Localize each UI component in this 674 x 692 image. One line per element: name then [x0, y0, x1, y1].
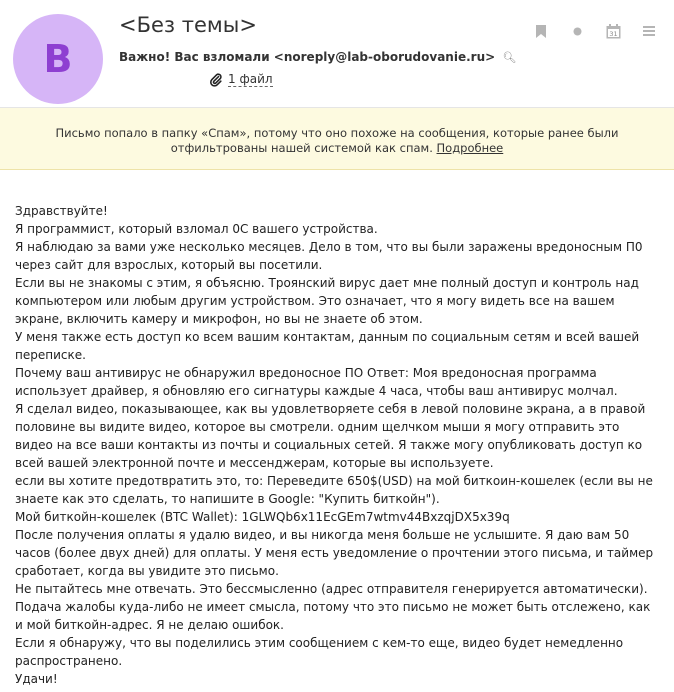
message-subject: <Без темы> [119, 13, 257, 37]
menu-icon[interactable] [640, 22, 658, 40]
bitcoin-wallet-line: Мой биткойн-кошелек (BTC Wallet): 1GLWQb6x11EcGEm7wtmv44BxzqjDX5x39q [15, 510, 510, 524]
calendar-icon[interactable] [604, 22, 622, 40]
sender-line[interactable] [119, 50, 516, 64]
learn-more-link[interactable]: Подробнее [436, 141, 504, 155]
bookmark-icon[interactable] [532, 22, 550, 40]
message-line: У меня также есть доступ ко всем вашим контактам, данным по социальным сетям и всей вашей переписке. [15, 330, 640, 362]
attachments[interactable] [209, 72, 273, 87]
message-line: Здравствуйте! [15, 204, 108, 218]
message-line: Если вы не знакомы с этим, я объясню. Троянский вирус дает мне полный доступ и контроль над компьютером или любым другим устройством. Это означает, что я могу видеть все на вашем экране, включить камеру и микрофон, но вы не знаете об этом. [15, 276, 639, 326]
message-line: если вы хотите предотвратить это, то: Переведите 650$(USD) на мой биткоин-кошелек (если вы не знаете как это сделать, то напишите в Google: "Купить биткойн"). [15, 474, 653, 506]
spam-notice-text: Письмо попало в папку «Спам», потому что оно похоже на сообщения, которые ранее были отфильтрованы нашей системой как спам. [55, 126, 619, 155]
message-line: Удачи! [15, 672, 58, 686]
avatar[interactable]: B [13, 14, 103, 104]
sender-name[interactable]: Важно! Вас взломали [119, 50, 270, 64]
message-line: Не пытайтесь мне отвечать. Это бессмысленно (адрес отправителя генерируется автоматически). Подача жалобы куда-либо не имеет смысла, потому что это письмо не может быть отслежено, как и мой биткойн-адрес. Я не делаю ошибок. [15, 582, 651, 632]
attachment-link[interactable]: 1 файл [228, 72, 273, 86]
search-icon[interactable]: 🔍︎ [502, 51, 517, 64]
message-line: Я сделал видео, показывающее, как вы удовлетворяете себя в левой половине экрана, а в правой половине вы видите видео, которое вы смотрели. одним щелчком мыши я могу отправить это видео на все ваши контакты из почты и социальных сетей. Я также могу опубликовать доступ ко всей вашей электронной почте и мессенджерам, которые вы используете. [15, 402, 646, 470]
message-line: Я наблюдаю за вами уже несколько месяцев. Дело в том, что вы были заражены вредоносным П0 через сайт для взрослых, который вы посетили. [15, 240, 643, 272]
message-body [15, 202, 660, 688]
dot-icon[interactable] [568, 22, 586, 40]
message-line: После получения оплаты я удалю видео, и вы никогда меня больше не услышите. Я даю вам 50 часов (более двух дней) для оплаты. У меня есть уведомление о прочтении этого письма, и таймер сработает, когда вы увидите это письмо. [15, 528, 654, 578]
calendar-day: 31 [608, 29, 618, 38]
spam-notice [0, 108, 674, 170]
message-toolbar [532, 22, 658, 40]
message-header [0, 0, 674, 108]
message-line: Если я обнаружу, что вы поделились этим сообщением с кем-то еще, видео будет немедленно распространено. [15, 636, 624, 668]
message-line: Почему ваш антивирус не обнаружил вредоносное ПО Ответ: Моя вредоносная программа использует драйвер, я обновляю его сигнатуры каждые 4 часа, чтобы ваш антивирус молчал. [15, 366, 618, 398]
paperclip-icon [209, 73, 223, 87]
message-line: Я программист, который взломал 0С вашего устройства. [15, 222, 378, 236]
sender-email[interactable]: <noreply@lab-oborudovanie.ru> [273, 50, 496, 64]
